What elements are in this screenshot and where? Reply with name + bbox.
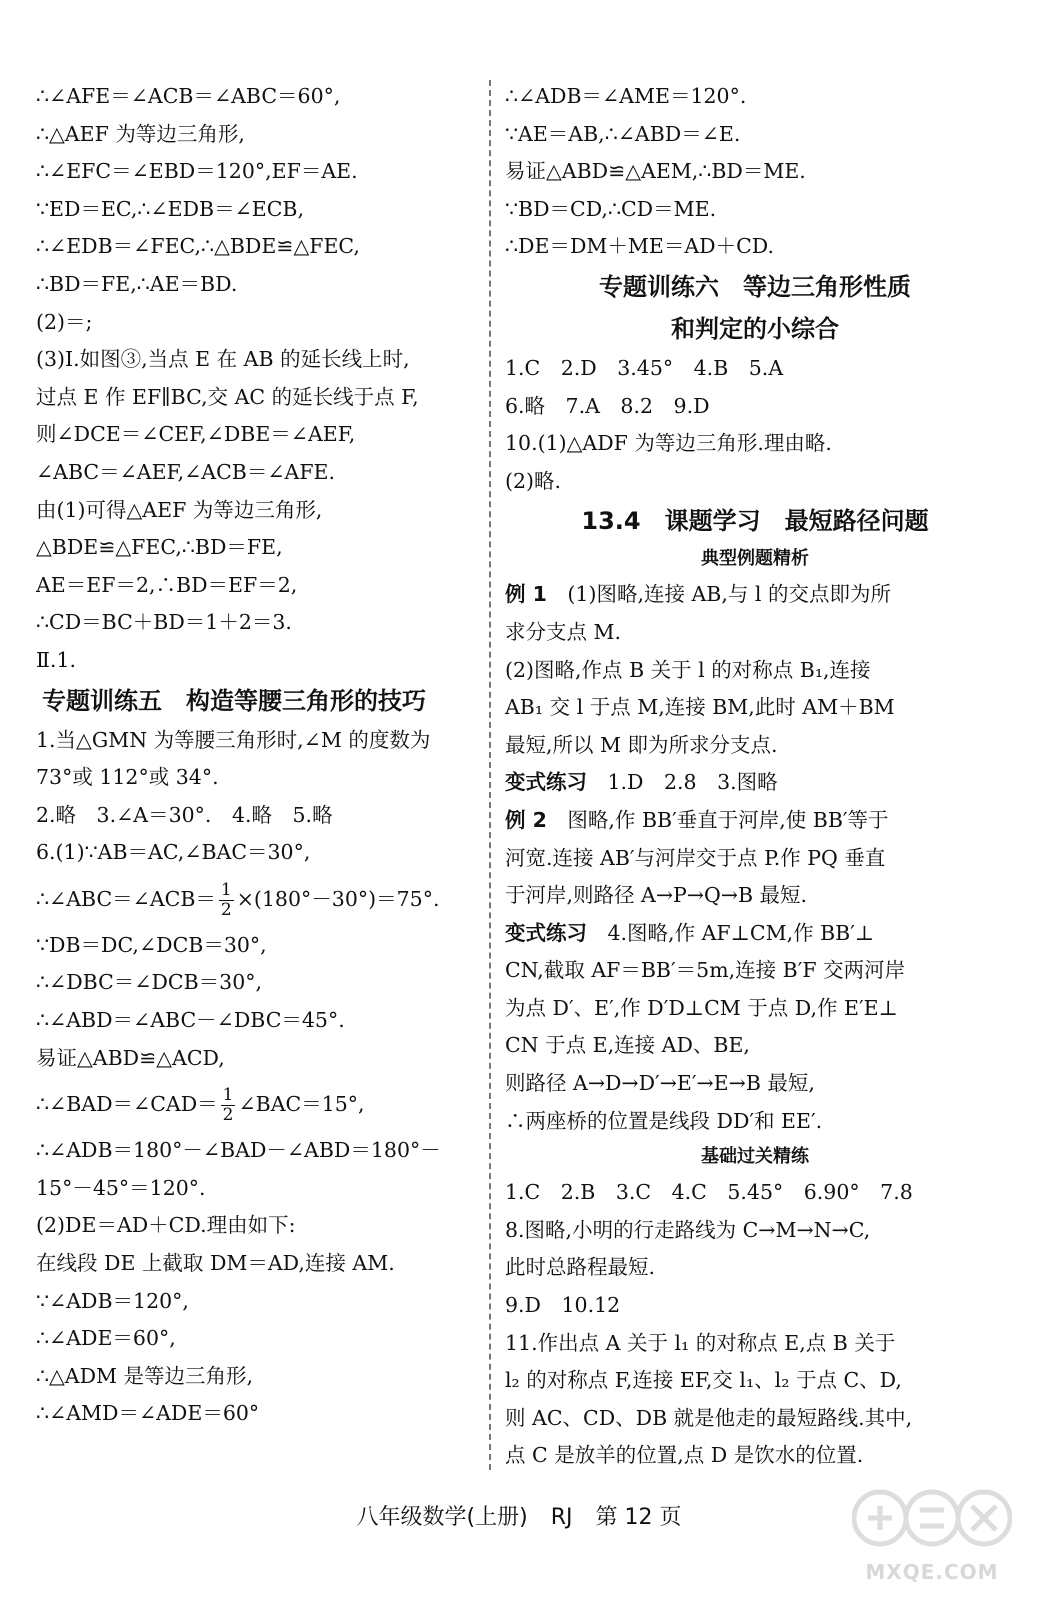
watermark-logo: [842, 1476, 1022, 1586]
formula-suffix: ×(180°－30°)＝75°.: [236, 886, 440, 911]
text-line: 此时总路程最短.: [505, 1255, 656, 1280]
text-line: [505, 764, 1005, 802]
text-line: 73°或 112°或 34°.: [36, 765, 219, 790]
line-text: 4.图略,作 AF⊥CM,作 BB′⊥: [587, 920, 875, 945]
text-line: l₂ 的对称点 F,连接 EF,交 l₁、l₂ 于点 C、D,: [505, 1368, 902, 1393]
fraction: [221, 1086, 236, 1125]
text-line: ∴△ADM 是等边三角形,: [36, 1363, 254, 1388]
text-line: 易证△ABD≌△ACD,: [36, 1045, 225, 1070]
text-line: 则∠DCE＝∠CEF,∠DBE＝∠AEF,: [36, 422, 356, 447]
text-line: [505, 576, 1005, 614]
fraction-denominator: 2: [220, 899, 232, 920]
text-line: 最短,所以 M 即为所求分支点.: [505, 732, 778, 757]
example-tag: 变式练习: [505, 920, 587, 945]
line-text: 图略,作 BB′垂直于河岸,使 BB′等于: [546, 807, 889, 832]
text-line: △BDE≌△FEC,∴BD＝FE,: [36, 535, 283, 560]
text-line: 1.当△GMN 为等腰三角形时,∠M 的度数为: [36, 727, 431, 752]
text-line: 2.略 3.∠A＝30°. 4.略 5.略: [36, 802, 333, 827]
text-line: ∵∠ADB＝120°,: [36, 1288, 189, 1313]
formula-prefix: ∴∠ABC＝∠ACB＝: [36, 886, 216, 911]
right-column: [505, 78, 1005, 1475]
text-line: 则 AC、CD、DB 就是他走的最短路线.其中,: [505, 1405, 913, 1430]
text-line: 过点 E 作 EF∥BC,交 AC 的延长线于点 F,: [36, 384, 419, 409]
watermark-logo-icon: [852, 1480, 1012, 1556]
example-tag: 例 1: [505, 582, 547, 607]
formula-line: [36, 1077, 486, 1132]
text-line: 9.D 10.12: [505, 1293, 621, 1318]
text-line: CN 于点 E,连接 AD、BE,: [505, 1033, 750, 1058]
text-line: 1.C 2.D 3.45° 4.B 5.A: [505, 355, 784, 380]
text-line: [505, 915, 1005, 953]
text-line: 11.作出点 A 关于 l₁ 的对称点 E,点 B 关于: [505, 1330, 896, 1355]
subsection-heading: 基础过关精练: [701, 1146, 809, 1168]
text-line: 1.C 2.B 3.C 4.C 5.45° 6.90° 7.8: [505, 1180, 913, 1205]
text-line: Ⅱ.1.: [36, 647, 77, 672]
text-line: 10.(1)△ADF 为等边三角形.理由略.: [505, 431, 832, 456]
text-line: ∴∠EFC＝∠EBD＝120°,EF＝AE.: [36, 159, 358, 184]
text-line: ∴∠AMD＝∠ADE＝60°: [36, 1401, 260, 1426]
text-line: 15°－45°＝120°.: [36, 1175, 206, 1200]
fraction-numerator: 1: [222, 1085, 234, 1106]
section-heading: 专题训练五 构造等腰三角形的技巧: [42, 686, 426, 715]
text-line: (2)图略,作点 B 关于 l 的对称点 B₁,连接: [505, 657, 871, 682]
text-line: ∴∠ADB＝180°－∠BAD－∠ABD＝180°－: [36, 1138, 441, 1163]
text-line: 在线段 DE 上截取 DM＝AD,连接 AM.: [36, 1251, 395, 1276]
text-line: 易证△ABD≌△AEM,∴BD＝ME.: [505, 159, 806, 184]
fraction-denominator: 2: [222, 1105, 234, 1126]
text-line: 为点 D′、E′,作 D′D⊥CM 于点 D,作 E′E⊥: [505, 995, 898, 1020]
text-line: ∴∠DBC＝∠DCB＝30°,: [36, 970, 263, 995]
text-line: ∴两座桥的位置是线段 DD′和 EE′.: [505, 1108, 823, 1133]
text-line: ∵DB＝DC,∠DCB＝30°,: [36, 932, 267, 957]
fraction-numerator: 1: [220, 879, 232, 900]
text-line: ∴△AEF 为等边三角形,: [36, 121, 245, 146]
fraction: [219, 881, 234, 920]
text-line: 由(1)可得△AEF 为等边三角形,: [36, 497, 323, 522]
footer-page-number: 第 12 页: [595, 1505, 682, 1530]
subsection-heading: 典型例题精析: [701, 548, 809, 570]
section-heading: 专题训练六 等边三角形性质: [599, 272, 911, 301]
text-line: ∴∠ADB＝∠AME＝120°.: [505, 84, 747, 108]
text-line: ∠ABC＝∠AEF,∠ACB＝∠AFE.: [36, 459, 336, 484]
text-line: 6.略 7.A 8.2 9.D: [505, 393, 710, 418]
section-heading: 13.4 课题学习 最短路径问题: [581, 507, 929, 536]
column-divider: [489, 80, 491, 1470]
text-line: AB₁ 交 l 于点 M,连接 BM,此时 AM＋BM: [505, 695, 895, 720]
formula-line: [36, 872, 486, 927]
text-line: 则路径 A→D→D′→E′→E→B 最短,: [505, 1071, 815, 1096]
line-text: 1.D 2.8 3.图略: [587, 770, 778, 795]
text-line: ∵AE＝AB,∴∠ABD＝∠E.: [505, 121, 741, 146]
formula-prefix: ∴∠BAD＝∠CAD＝: [36, 1092, 218, 1117]
section-heading: 和判定的小综合: [671, 314, 839, 343]
text-line: (2)DE＝AD＋CD.理由如下:: [36, 1213, 296, 1238]
text-line: ∴∠ADE＝60°,: [36, 1326, 176, 1351]
watermark-text: MXQE.COM: [865, 1560, 999, 1584]
text-line: 求分支点 M.: [505, 619, 622, 644]
text-line: ∴∠AFE＝∠ACB＝∠ABC＝60°,: [36, 84, 341, 108]
left-column: [36, 78, 486, 1433]
line-text: (1)图略,连接 AB,与 l 的交点即为所: [546, 582, 891, 607]
text-line: 河宽.连接 AB′与河岸交于点 P.作 PQ 垂直: [505, 845, 886, 870]
footer-book-title: 八年级数学(上册): [356, 1505, 528, 1530]
example-tag: 变式练习: [505, 770, 587, 795]
text-line: ∴BD＝FE,∴AE＝BD.: [36, 271, 238, 296]
text-line: ∴CD＝BC＋BD＝1＋2＝3.: [36, 610, 292, 635]
text-line: (2)＝;: [36, 309, 93, 334]
text-line: 于河岸,则路径 A→P→Q→B 最短.: [505, 883, 808, 908]
text-line: ∵BD＝CD,∴CD＝ME.: [505, 196, 717, 221]
text-line: (3)Ⅰ.如图③,当点 E 在 AB 的延长线上时,: [36, 347, 410, 372]
footer-edition: RJ: [550, 1505, 573, 1530]
text-line: ∵ED＝EC,∴∠EDB＝∠ECB,: [36, 196, 304, 221]
text-line: 6.(1)∵AB＝AC,∠BAC＝30°,: [36, 840, 311, 865]
formula-suffix: ∠BAC＝15°,: [238, 1092, 365, 1117]
text-line: ∴∠ABD＝∠ABC－∠DBC＝45°.: [36, 1008, 345, 1033]
text-line: 点 C 是放羊的位置,点 D 是饮水的位置.: [505, 1443, 864, 1468]
text-line: 8.图略,小明的行走路线为 C→M→N→C,: [505, 1217, 871, 1242]
text-line: ∴∠EDB＝∠FEC,∴△BDE≌△FEC,: [36, 234, 360, 259]
text-line: CN,截取 AF＝BB′＝5m,连接 B′F 交两河岸: [505, 958, 906, 983]
text-line: ∴DE＝DM＋ME＝AD＋CD.: [505, 234, 774, 259]
example-tag: 例 2: [505, 807, 547, 832]
text-line: AE＝EF＝2,∴BD＝EF＝2,: [36, 572, 298, 597]
text-line: [505, 802, 1005, 840]
text-line: (2)略.: [505, 468, 562, 493]
